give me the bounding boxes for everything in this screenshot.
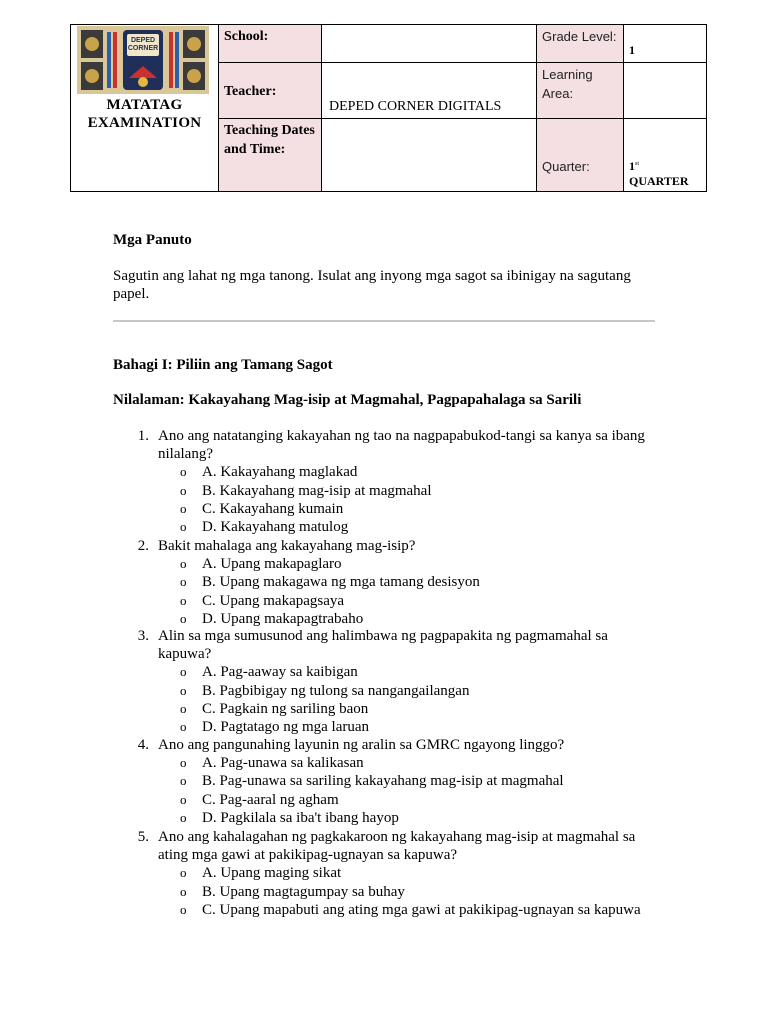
grade-level-value[interactable]: 1 <box>624 25 707 63</box>
answer-option[interactable] <box>180 772 564 790</box>
bullet-icon: o <box>180 755 187 771</box>
option-text: B. Pagbibigay ng tulong sa nangangailangan <box>202 682 470 699</box>
option-text: A. Pag-aaway sa kaibigan <box>202 664 358 681</box>
logo-cell <box>71 25 219 192</box>
school-label: School: <box>219 25 322 63</box>
bullet-icon: o <box>180 719 187 734</box>
option-text: C. Upang makapagsaya <box>202 592 345 609</box>
option-text: A. Upang maging sikat <box>202 865 342 882</box>
bullet-icon: o <box>180 700 187 716</box>
option-text: D. Pagkilala sa iba't ibang hayop <box>202 809 399 826</box>
option-text: D. Kakayahang matulog <box>202 519 349 535</box>
bullet-icon: o <box>180 464 187 480</box>
section-content: Nilalaman: Kakayahang Mag-isip at Magmahal, Pagpapahalaga sa Sarili <box>113 392 582 408</box>
header-table <box>70 24 707 192</box>
answer-option[interactable] <box>180 682 469 700</box>
teaching-dates-value[interactable] <box>322 119 537 192</box>
question-text: Ano ang pangunahing layunin ng aralin sa GMRC ngayong linggo? <box>158 737 565 753</box>
answer-option[interactable] <box>180 482 432 500</box>
exam-title-line1: MATATAG <box>106 97 183 113</box>
bullet-icon: o <box>180 500 187 516</box>
quarter-number: 1 <box>629 159 635 173</box>
option-text: C. Upang mapabuti ang ating mga gawi at pakikipag-ugnayan sa kapuwa <box>202 901 641 918</box>
quarter-suffix: st <box>635 161 640 167</box>
answer-option[interactable] <box>180 555 342 573</box>
teacher-value[interactable]: DEPED CORNER DIGITALS <box>322 63 537 119</box>
bullet-icon: o <box>180 592 187 608</box>
option-text: D. Upang makapagtrabaho <box>202 610 364 627</box>
learning-area-label: Learning Area: <box>537 63 624 119</box>
question-number: 1. <box>137 428 149 444</box>
answer-option[interactable] <box>180 718 369 736</box>
bullet-icon: o <box>180 883 187 899</box>
answer-option[interactable] <box>180 592 344 610</box>
bullet-icon: o <box>180 519 187 534</box>
answer-option[interactable] <box>180 901 641 919</box>
bullet-icon: o <box>180 482 187 498</box>
question-number: 3. <box>137 628 149 644</box>
instructions-text: Sagutin ang lahat ng mga tanong. Isulat ang inyong mga sagot sa ibinigay na sagutang papel. <box>113 268 631 302</box>
option-text: C. Pagkain ng sariling baon <box>202 700 369 717</box>
section-title: Bahagi I: Piliin ang Tamang Sagot <box>113 357 333 373</box>
deped-corner-logo <box>77 26 209 94</box>
question-text: Ano ang kahalagahan ng pagkakaroon ng kakayahang mag-isip at magmahal sa ating mga gawi at pakikipag-ugnayan sa kapuwa? <box>158 829 636 863</box>
learning-area-value[interactable] <box>624 63 707 119</box>
question-text: Alin sa mga sumusunod ang halimbawa ng pagpapakita ng pagmamahal sa kapuwa? <box>158 628 608 662</box>
bullet-icon: o <box>180 865 187 881</box>
answer-option[interactable] <box>180 754 364 772</box>
answer-option[interactable] <box>180 610 363 628</box>
answer-option[interactable] <box>180 463 357 481</box>
divider <box>113 320 655 322</box>
answer-option[interactable] <box>180 518 348 536</box>
bullet-icon: o <box>180 791 187 807</box>
answer-option[interactable] <box>180 791 339 809</box>
grade-level-label: Grade Level: <box>537 25 624 63</box>
answer-option[interactable] <box>180 700 368 718</box>
option-text: D. Pagtatago ng mga laruan <box>202 719 370 735</box>
answer-option[interactable] <box>180 663 358 681</box>
logo-text-corner: CORNER <box>127 45 159 52</box>
instructions-heading: Mga Panuto <box>113 232 192 248</box>
exam-title-line2: EXAMINATION <box>87 115 202 131</box>
bullet-icon: o <box>180 574 187 590</box>
option-text: A. Upang makapaglaro <box>202 556 342 573</box>
bullet-icon: o <box>180 809 187 825</box>
bullet-icon: o <box>180 610 187 626</box>
bullet-icon: o <box>180 773 187 789</box>
answer-option[interactable] <box>180 573 480 591</box>
question-number: 2. <box>137 538 149 554</box>
quarter-value[interactable] <box>624 119 707 192</box>
answer-option[interactable] <box>180 809 399 827</box>
question-number: 5. <box>137 829 149 845</box>
question-number: 4. <box>137 737 149 753</box>
bullet-icon: o <box>180 682 187 698</box>
exam-title <box>71 96 218 132</box>
school-value[interactable] <box>322 25 537 63</box>
option-text: B. Kakayahang mag-isip at magmahal <box>202 482 432 499</box>
teaching-dates-label: Teaching Dates and Time: <box>219 119 322 192</box>
option-text: A. Pag-unawa sa kalikasan <box>202 755 364 772</box>
answer-option[interactable] <box>180 883 405 901</box>
option-text: B. Upang magtagumpay sa buhay <box>202 883 405 900</box>
quarter-label: Quarter: <box>537 119 624 192</box>
answer-option[interactable] <box>180 500 343 518</box>
logo-text-deped: DEPED <box>130 37 156 44</box>
question-text: Ano ang natatanging kakayahan ng tao na nagpapabukod-tangi sa kanya sa ibang nilalang? <box>158 428 645 462</box>
teacher-label: Teacher: <box>219 63 322 119</box>
bullet-icon: o <box>180 664 187 680</box>
option-text: C. Pag-aaral ng agham <box>202 791 339 808</box>
bullet-icon: o <box>180 901 187 917</box>
question-text: Bakit mahalaga ang kakayahang mag-isip? <box>158 538 416 554</box>
option-text: B. Pag-unawa sa sariling kakayahang mag-isip at magmahal <box>202 773 564 790</box>
answer-option[interactable] <box>180 864 341 882</box>
quarter-word: QUARTER <box>629 174 689 188</box>
option-text: A. Kakayahang maglakad <box>202 464 358 481</box>
option-text: B. Upang makagawa ng mga tamang desisyon <box>202 574 480 591</box>
bullet-icon: o <box>180 556 187 572</box>
option-text: C. Kakayahang kumain <box>202 500 344 517</box>
